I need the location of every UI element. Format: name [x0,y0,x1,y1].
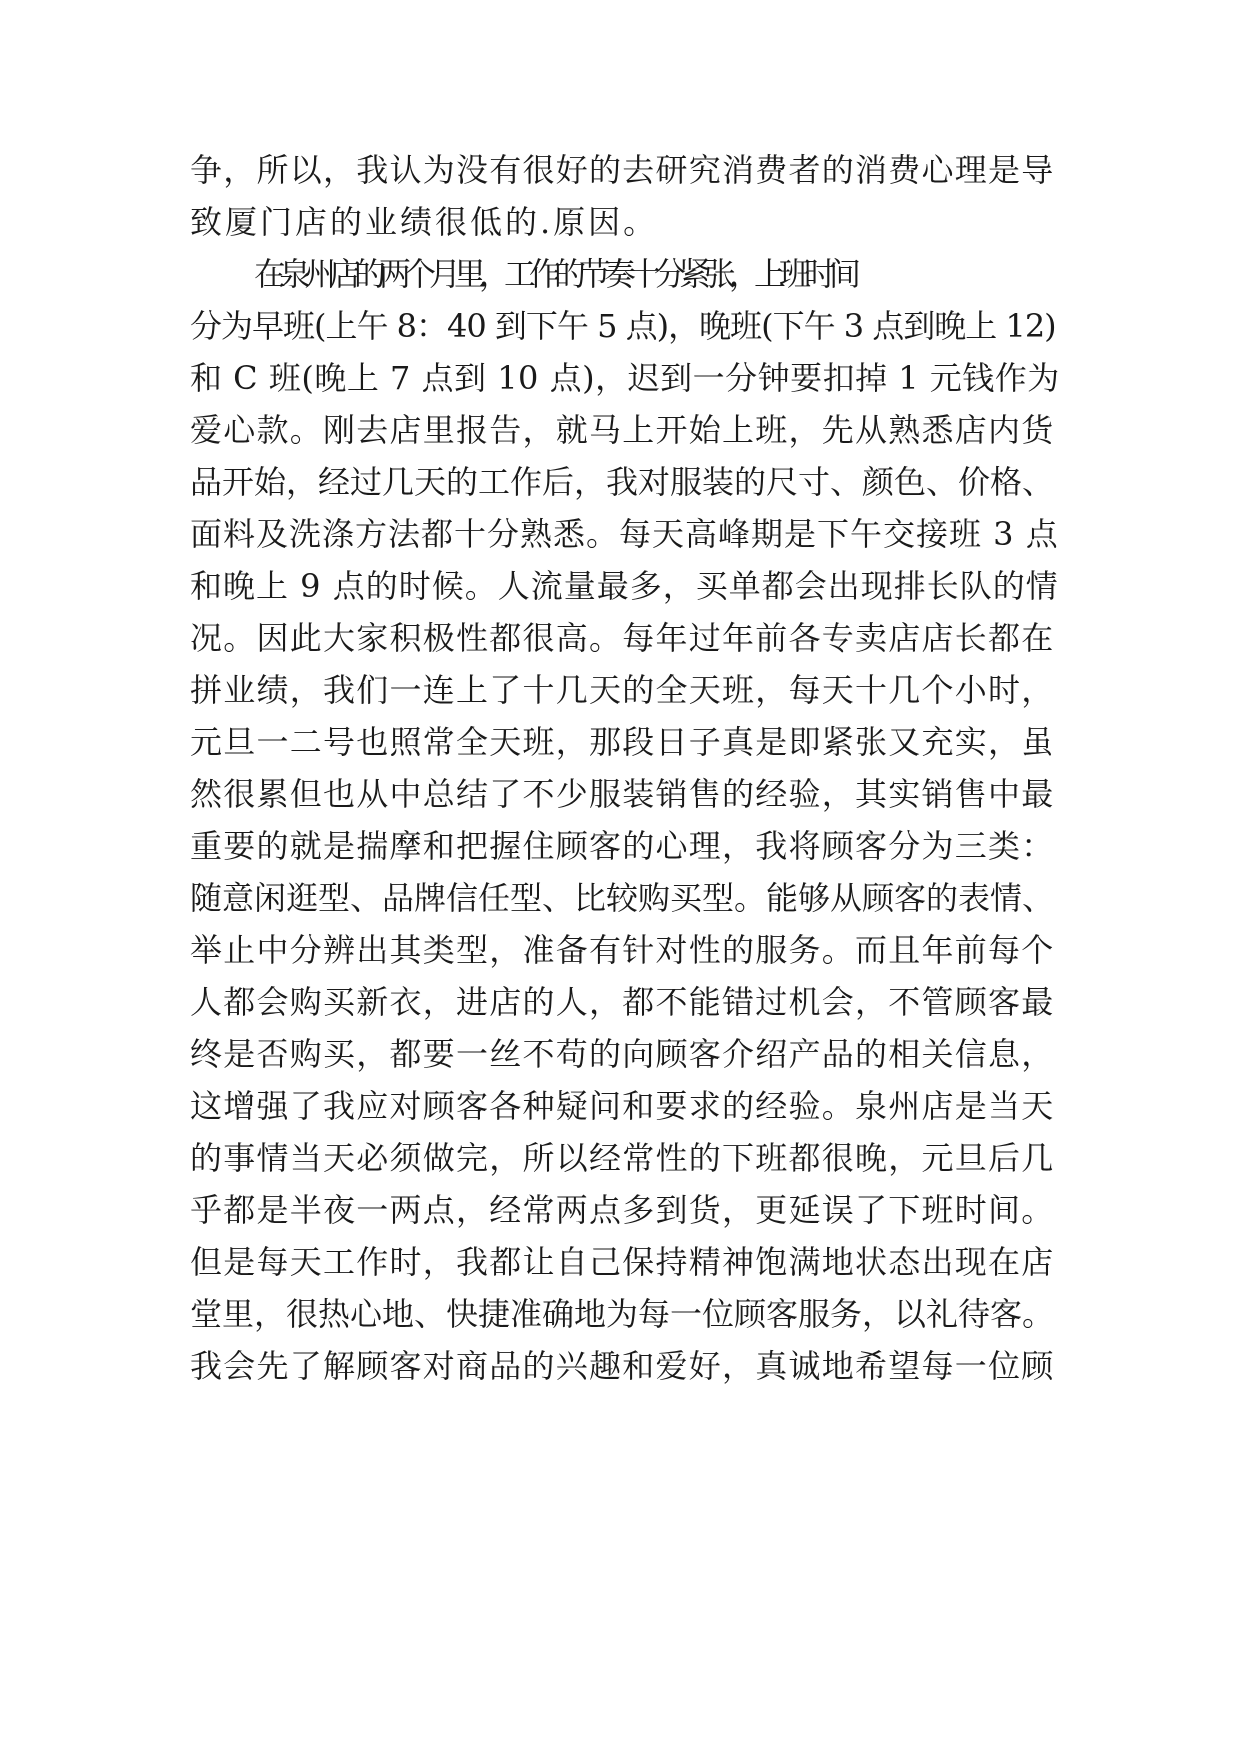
text-line: 面料及洗涤方法都十分熟悉。每天高峰期是下午交接班 3 点 [190,515,1059,553]
text-line: 分为早班(上午 8：40 到下午 5 点)，晚班(下午 3 点到晚上 12) [190,307,1056,345]
text-line: 致厦门店的业绩很低的.原因。 [190,203,659,241]
text-line: 人都会购买新衣，进店的人，都不能错过机会，不管顾客最 [190,983,1055,1021]
text-line: 堂里，很热心地、快捷准确地为每一位顾客服务，以礼待客。 [190,1295,1055,1333]
text-line: 争，所以，我认为没有很好的去研究消费者的消费心理是导 [190,151,1055,189]
text-line: 举止中分辨出其类型，准备有针对性的服务。而且年前每个 [190,931,1055,969]
text-line: 况。因此大家积极性都很高。每年过年前各专卖店店长都在 [190,619,1055,657]
text-line: 随意闲逛型、品牌信任型、比较购买型。能够从顾客的表情、 [190,879,1055,917]
text-line: 乎都是半夜一两点，经常两点多到货，更延误了下班时间。 [190,1191,1055,1229]
text-line: 重要的就是揣摩和把握住顾客的心理，我将顾客分为三类： [190,827,1055,865]
text-line: 这增强了我应对顾客各种疑问和要求的经验。泉州店是当天 [190,1087,1055,1125]
text-line: 但是每天工作时，我都让自己保持精神饱满地状态出现在店 [190,1243,1055,1281]
text-line: 拼业绩，我们一连上了十几天的全天班，每天十几个小时， [190,671,1055,709]
text-line: 我会先了解顾客对商品的兴趣和爱好，真诚地希望每一位顾 [190,1347,1055,1385]
text-line: 品开始，经过几天的工作后，我对服装的尺寸、颜色、价格、 [190,463,1055,501]
text-line: 的事情当天必须做完，所以经常性的下班都很晚，元旦后几 [190,1139,1055,1177]
text-line: 元旦一二号也照常全天班，那段日子真是即紧张又充实，虽 [190,723,1055,761]
text-line: 然很累但也从中总结了不少服装销售的经验，其实销售中最 [190,775,1055,813]
text-line: 和 C 班(晚上 7 点到 10 点)，迟到一分钟要扣掉 1 元钱作为 [190,359,1060,397]
text-line: 终是否购买，都要一丝不苟的向顾客介绍产品的相关信息， [190,1035,1055,1073]
text-line: 和晚上 9 点的时候。人流量最多，买单都会出现排长队的情 [190,567,1059,605]
paragraph-start-line: 在泉州店的两个月里，工作的节奏十分紧张，上班时间 [254,255,855,293]
text-line: 爱心款。刚去店里报告，就马上开始上班，先从熟悉店内货 [190,411,1055,449]
